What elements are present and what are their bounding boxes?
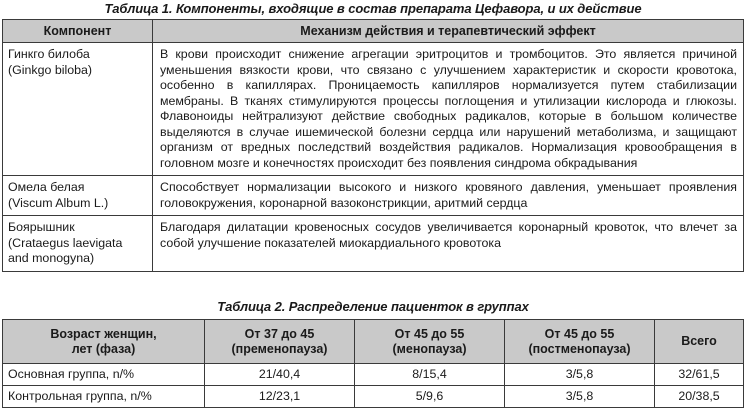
- table-cell: 8/15,4: [355, 364, 505, 386]
- table-row: [3, 386, 744, 408]
- column-header: От 45 до 55 (постменопауза): [505, 320, 655, 364]
- component-latin-name: (Ginkgo biloba): [8, 62, 93, 77]
- row-label: Основная группа, n/%: [3, 364, 205, 386]
- effect-cell: Способствует нормализации высокого и низкого кровяного давления, уменьшает проявления головокружения, коронарной вазоконстрикции, аритмий сердца: [153, 176, 744, 216]
- table-header-row: [3, 320, 744, 364]
- row-label: Контрольная группа, n/%: [3, 386, 205, 408]
- table-cell: 3/5,8: [505, 386, 655, 408]
- component-cell: [3, 43, 153, 176]
- effect-cell: В крови происходит снижение агрегации эритроцитов и тромбоцитов. Это является причиной уменьшения вязкости крови, что связано с улучшением характеристик и скорости кровотока, особенно в капиллярах. Проницаемость капилляров нормализуется путем стабилизации мембраны. В тканях стимулируются процессы поглощения и утилизации кислорода и глюкозы. Флавоноиды нейтрализуют действие свободных радикалов, которые в большом количестве выделяются в случае ишемической болезни сердца или нарушений метаболизма, и защищают организм от вредных последствий воздействия радикалов. Нормализация кровообращения в головном мозге и конечностях происходит без появления синдрома обкрадывания: [153, 43, 744, 176]
- component-cell: [3, 216, 153, 272]
- patients-distribution-table: [2, 319, 744, 408]
- component-latin-name: (Crataegus laevigata: [8, 235, 123, 250]
- table-row: [3, 364, 744, 386]
- table-row: [3, 43, 744, 176]
- column-header: От 45 до 55 (менопауза): [355, 320, 505, 364]
- table-row: [3, 216, 744, 272]
- component-name: Омела белая: [8, 180, 85, 194]
- component-latin-name: and monogyna): [8, 251, 95, 265]
- column-header: Компонент: [3, 20, 153, 43]
- table-cell: 12/23,1: [205, 386, 355, 408]
- column-header: Механизм действия и терапевтический эффект: [153, 20, 744, 43]
- column-header: Всего: [655, 320, 744, 364]
- component-latin-name: (Viscum Album L.): [8, 195, 109, 210]
- table-cell: 21/40,4: [205, 364, 355, 386]
- table-row: [3, 176, 744, 216]
- component-name: Гинкго билоба: [8, 47, 90, 61]
- table-cell: 20/38,5: [655, 386, 744, 408]
- table-cell: 5/9,6: [355, 386, 505, 408]
- column-header: Возраст женщин, лет (фаза): [3, 320, 205, 364]
- table2-caption: Таблица 2. Распределение пациенток в группах: [217, 299, 529, 314]
- table-cell: 3/5,8: [505, 364, 655, 386]
- column-header: От 37 до 45 (пременопауза): [205, 320, 355, 364]
- components-table: [2, 19, 744, 272]
- table1-caption: Таблица 1. Компоненты, входящие в состав препарата Цефавора, и их действие: [104, 1, 642, 16]
- component-name: Боярышник: [8, 220, 75, 234]
- table-cell: 32/61,5: [655, 364, 744, 386]
- effect-cell: Благодаря дилатации кровеносных сосудов увеличивается коронарный кровоток, что влечет за собой улучшение показателей миокардиального кровотока: [153, 216, 744, 272]
- component-cell: [3, 176, 153, 216]
- table-header-row: [3, 20, 744, 43]
